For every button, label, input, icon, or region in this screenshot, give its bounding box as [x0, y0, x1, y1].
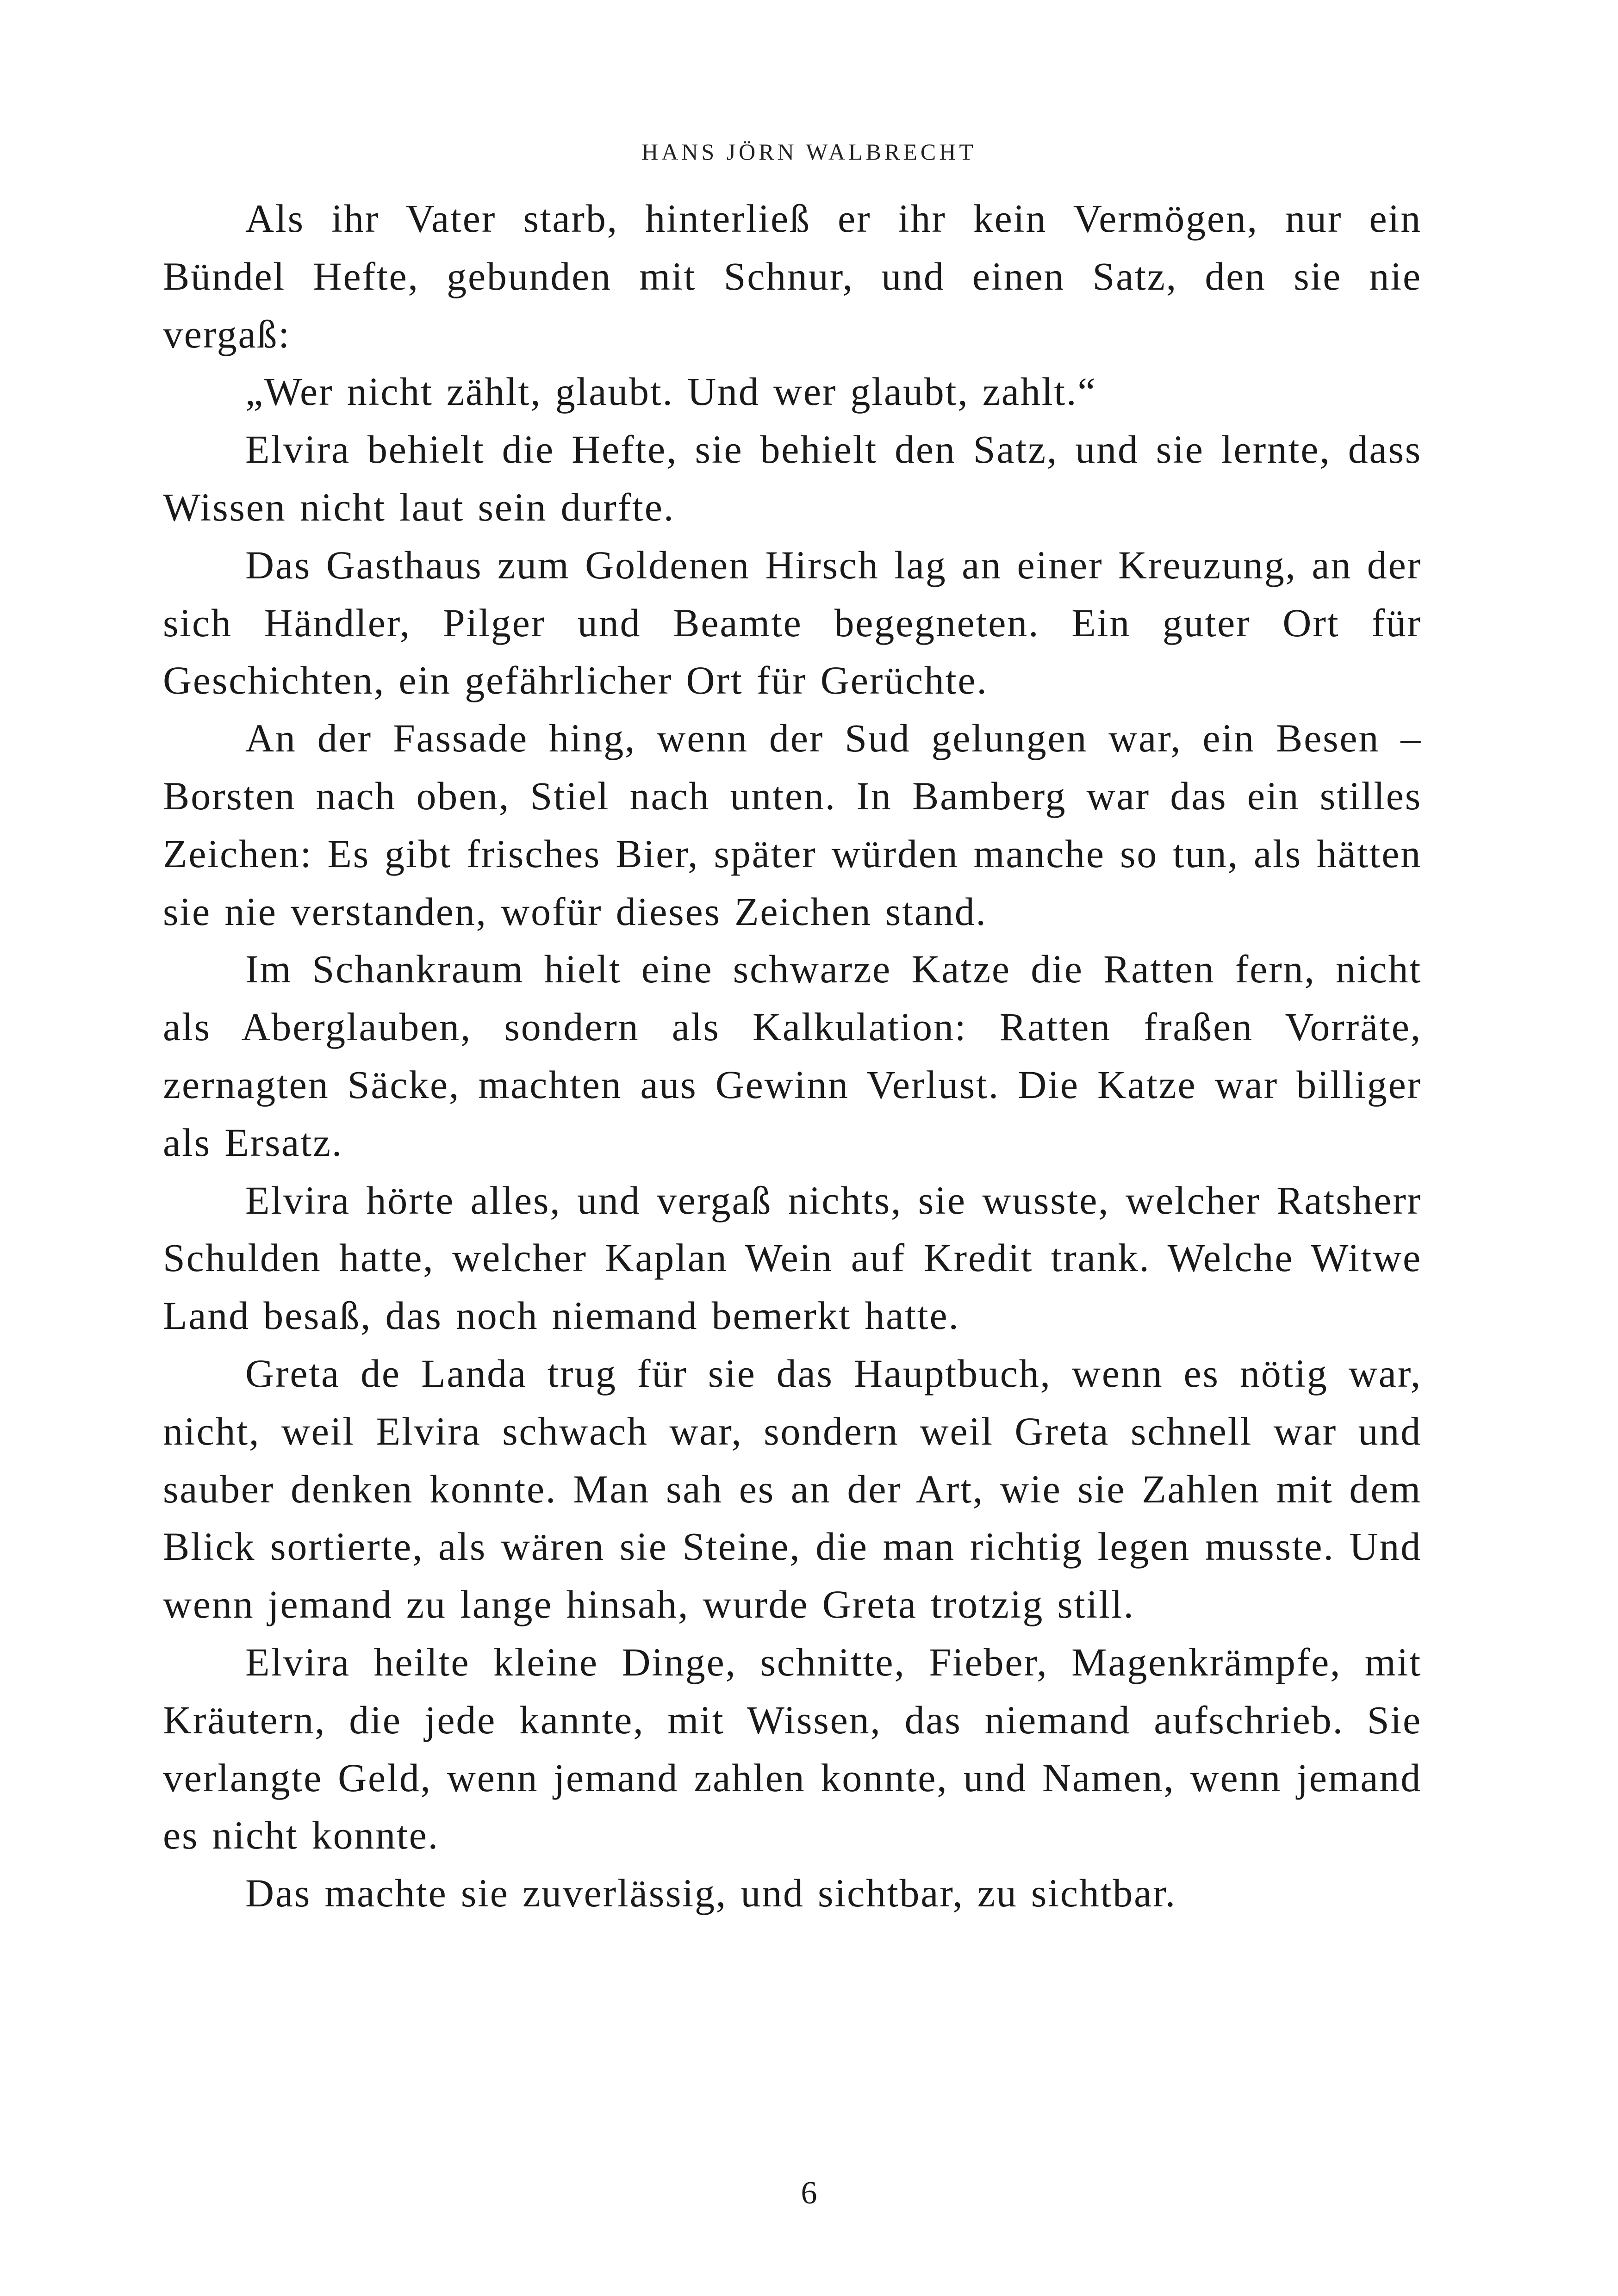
- paragraph: Im Schankraum hielt eine schwarze Katze die Ratten fern, nicht als Aberglauben, sondern als Kalkulation: Ratten fraßen Vorräte, zernagten Säcke, machten aus Gewinn Verlust. Die Katze war billiger als Ersatz.: [163, 947, 1422, 1165]
- paragraph: Greta de Landa trug für sie das Hauptbuch, wenn es nötig war, nicht, weil Elvira schwach war, sondern weil Greta schnell war und sauber denken konnte. Man sah es an der Art, wie sie Zahlen mit dem Blick sortierte, als wären sie Steine, die man richtig legen musste. Und wenn jemand zu lange hinsah, wurde Greta trotzig still.: [163, 1351, 1422, 1627]
- paragraph-quote: „Wer nicht zählt, glaubt. Und wer glaubt, zahlt.“: [245, 369, 1097, 414]
- paragraph: Elvira heilte kleine Dinge, schnitte, Fieber, Magenkrämpfe, mit Kräutern, die jede kannte, mit Wissen, das niemand aufschrieb. Sie verlangte Geld, wenn jemand zahlen konnte, und Namen, wenn jemand es nicht konnte.: [163, 1639, 1422, 1858]
- paragraph: Elvira hörte alles, und vergaß nichts, sie wusste, welcher Ratsherr Schulden hatte, welcher Kaplan Wein auf Kredit trank. Welche Witwe Land besaß, das noch niemand bemerkt hatte.: [163, 1178, 1422, 1338]
- paragraph: Elvira behielt die Hefte, sie behielt den Satz, und sie lernte, dass Wissen nicht laut sein durfte.: [163, 427, 1422, 529]
- running-header: HANS JÖRN WALBRECHT: [641, 139, 977, 165]
- page-number: 6: [801, 2175, 817, 2211]
- paragraph: Als ihr Vater starb, hinterließ er ihr kein Vermögen, nur ein Bündel Hefte, gebunden mit Schnur, und einen Satz, den sie nie vergaß:: [163, 196, 1422, 356]
- body-text: [163, 190, 1422, 1922]
- paragraph: An der Fassade hing, wenn der Sud gelungen war, ein Besen – Borsten nach oben, Stiel nach unten. In Bamberg war das ein stilles Zeichen: Es gibt frisches Bier, später würden manche so tun, als hätten sie nie verstanden, wofür dieses Zeichen stand.: [163, 716, 1422, 934]
- paragraph: Das Gasthaus zum Goldenen Hirsch lag an einer Kreuzung, an der sich Händler, Pilger und Beamte begegneten. Ein guter Ort für Geschichten, ein gefährlicher Ort für Gerüchte.: [163, 542, 1422, 703]
- paragraph-last: Das machte sie zuverlässig, und sichtbar, zu sichtbar.: [245, 1871, 1177, 1916]
